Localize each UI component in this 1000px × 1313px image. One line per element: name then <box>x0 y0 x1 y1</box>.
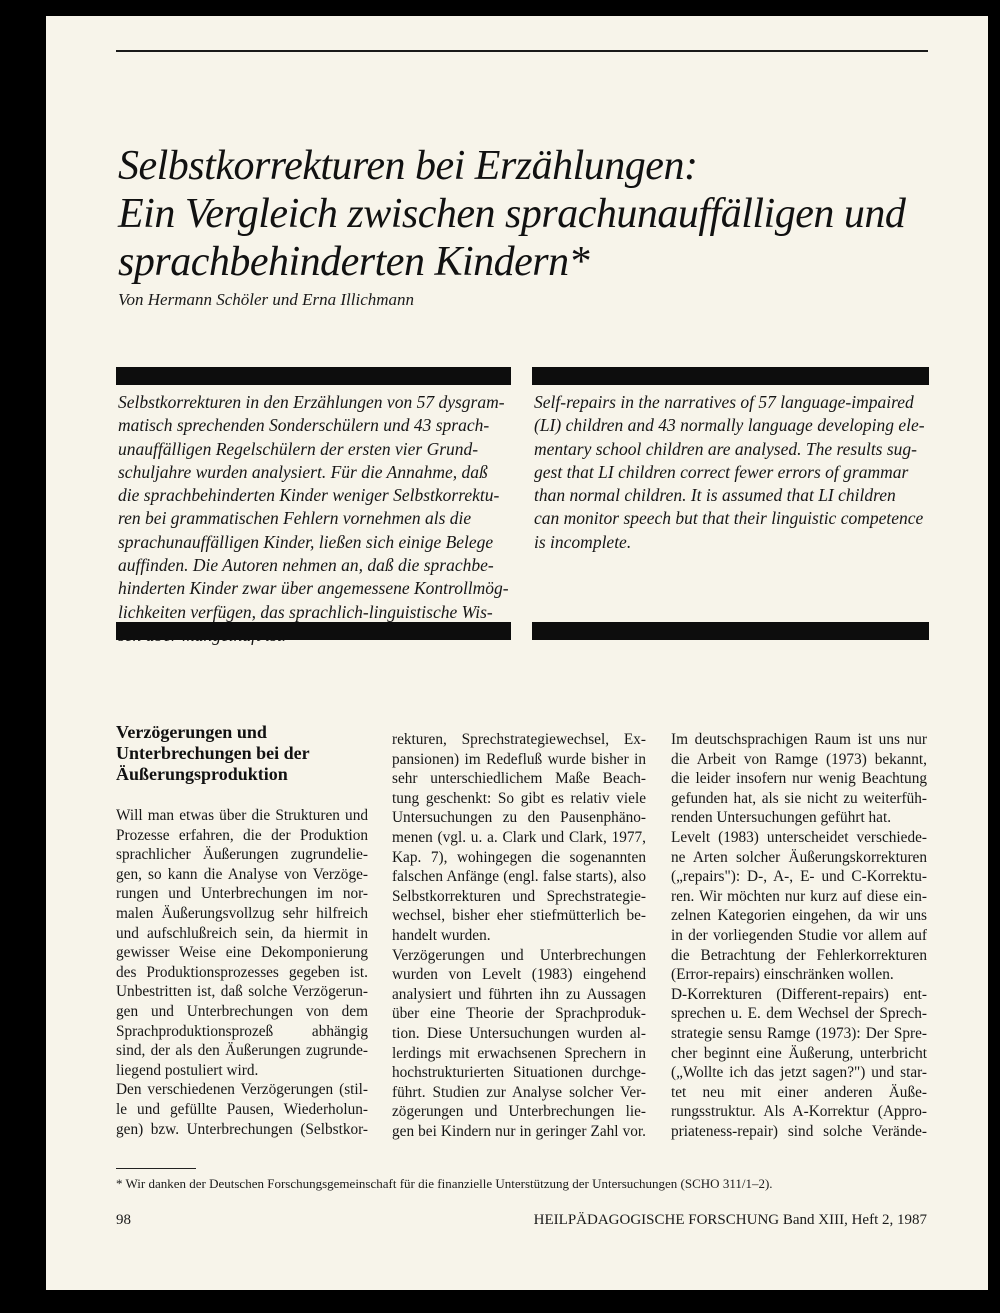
footnote-rule <box>116 1168 196 1169</box>
abstract-english <box>534 391 928 554</box>
body-line: sprachlicher Äußerungen zugrundelie- <box>116 846 368 864</box>
body-line: rungsstruktur. Als A-Korrektur (Appro- <box>671 1103 927 1121</box>
abstract-en-top-bar <box>532 367 929 385</box>
abstract-line: unauffälligen Regelschülern der ersten vier Grund- <box>118 438 479 459</box>
journal-citation: HEILPÄDAGOGISCHE FORSCHUNG Band XIII, Heft 2, 1987 <box>533 1212 927 1228</box>
body-line: D-Korrekturen (Different-repairs) ent- <box>671 985 927 1003</box>
body-line: Im deutschsprachigen Raum ist uns nur <box>671 731 927 748</box>
body-line: die leider insofern nur wenig Beachtung <box>671 770 927 788</box>
abstract-line: ren bei grammatischen Fehlern vornehmen als die <box>118 508 472 529</box>
body-column-3 <box>671 730 927 1141</box>
body-line: rungen und Unterbrechungen im nor- <box>116 885 368 903</box>
header-rule <box>116 50 928 52</box>
abstract-line: schuljahre wurden analysiert. Für die Annahme, daß <box>118 461 488 482</box>
body-line: sprechen u. E. dem Wechsel der Sprech- <box>671 1005 927 1023</box>
body-line: über eine Theorie der Sprachproduk- <box>392 1005 646 1023</box>
body-line: gewisser Weise eine Dekomponierung <box>116 944 368 962</box>
body-line: führt. Studien zur Analyse solcher Ver- <box>392 1083 646 1101</box>
body-line: wurden von Levelt (1983) eingehend <box>392 966 646 984</box>
body-line: tet neu mit einer anderen Äuße- <box>671 1083 927 1101</box>
abstract-line: Self-repairs in the narratives of 57 language-impaired <box>534 392 914 412</box>
body-line: strategie sensu Ramge (1973): Der Spre- <box>671 1024 927 1042</box>
body-line: gefunden hat, als sie nicht zu weiterfüh- <box>671 789 927 807</box>
abstract-en-bottom-bar <box>532 622 929 640</box>
body-line: und aufschlußreich sein, da hiermit in <box>116 924 368 942</box>
body-line: („repairs"): D-, A-, E- und C-Korrektu- <box>671 868 927 886</box>
title-line: Selbstkorrekturen bei Erzählungen: <box>118 143 698 189</box>
page-number: 98 <box>116 1212 131 1228</box>
abstract-german <box>118 391 510 647</box>
body-line: analysiert und führten ihn zu Aussagen <box>392 985 646 1003</box>
abstract-line: hinderten Kinder zwar über angemessene Kontrollmög- <box>118 578 509 599</box>
title-line: sprachbehinderten Kindern* <box>118 239 590 285</box>
abstract-line: mentary school children are analysed. The results sug- <box>534 438 918 459</box>
body-line: sind, der als den Äußerungen zugrunde- <box>116 1042 368 1060</box>
abstract-line: gest that LI children correct fewer errors of grammar <box>534 461 909 482</box>
body-line: le und gefüllte Pausen, Wiederholun- <box>116 1100 368 1118</box>
body-line: die Betrachtung der Fehlerkorrekturen <box>671 946 927 964</box>
article-title <box>118 142 948 286</box>
footnote: * Wir danken der Deutschen Forschungsgemeinschaft für die finanzielle Unterstützung der Untersuchungen (SCHO 311/1–2). <box>116 1176 773 1191</box>
body-line: Levelt (1983) unterscheidet verschiede- <box>671 828 927 846</box>
body-line: lerdings mit erwachsenen Sprechern in <box>392 1044 646 1062</box>
body-line: Den verschiedenen Verzögerungen (stil- <box>116 1081 368 1099</box>
body-line: ne Arten solcher Äußerungskorrekturen <box>671 848 927 866</box>
body-line: gen) bzw. Unterbrechungen (Selbstkor- <box>116 1120 368 1138</box>
body-line: zelnen Kategorien eingehen, da wir uns <box>671 907 927 925</box>
body-line: Verzögerungen und Unterbrechungen <box>392 946 646 964</box>
body-line: gen und Unterbrechungen von dem <box>116 1002 368 1020</box>
abstract-line: is incomplete. <box>534 531 632 552</box>
section-heading-line: Äußerungsproduktion <box>116 764 288 784</box>
abstract-de-top-bar <box>116 367 511 385</box>
body-line: Untersuchungen zu den Pausenphäno- <box>392 809 646 827</box>
body-line: (Error-repairs) einschränken wollen. <box>671 966 894 984</box>
body-line: malen Äußerungsvollzug sehr hilfreich <box>116 904 368 922</box>
body-line: sehr unterschiedlichem Maße Beach- <box>392 770 646 788</box>
body-line: pansionen) im Redefluß wurde bisher in <box>392 750 646 768</box>
abstract-line: than normal children. It is assumed that LI children <box>534 485 896 506</box>
abstract-line: can monitor speech but that their linguistic competence <box>534 508 924 529</box>
body-line: Unbestritten ist, daß solche Verzögerun- <box>116 983 368 1001</box>
body-line: gen bei Kindern nur in geringer Zahl vor. <box>392 1122 646 1140</box>
body-line: handelt wurden. <box>392 926 491 944</box>
body-line: renden Untersuchungen geführt hat. <box>671 809 892 827</box>
section-heading-line: Verzögerungen und <box>116 722 267 742</box>
body-line: die Arbeit von Ramge (1973) bekannt, <box>671 750 927 768</box>
title-line: Ein Vergleich zwischen sprachunauffälligen und <box>118 191 906 237</box>
body-line: rekturen, Sprechstrategiewechsel, Ex- <box>392 731 646 748</box>
abstract-line: auffinden. Die Autoren nehmen an, daß die sprachbe- <box>118 555 494 576</box>
abstract-line: matisch sprechenden Sonderschülern und 43 sprach- <box>118 415 490 436</box>
body-column-1 <box>116 806 368 1139</box>
body-line: in der vorliegenden Studie vor allem auf <box>671 926 927 944</box>
body-line: Kap. 7), wohingegen die sogenannten <box>392 848 646 866</box>
abstract-line: (LI) children and 43 normally language developing ele- <box>534 415 925 436</box>
body-line: Prozesse erfahren, die der Produktion <box>116 826 368 844</box>
body-line: gen, so kann die Analyse von Verzöge- <box>116 865 368 883</box>
body-line: des Produktionsprozesses gegeben ist. <box>116 963 368 981</box>
body-column-2 <box>392 730 646 1141</box>
body-line: falschen Anfänge (engl. false starts), also <box>392 868 646 886</box>
authors: Von Hermann Schöler und Erna Illichmann <box>118 290 415 309</box>
body-line: wechsel, bisher eher stiefmütterlich be- <box>392 907 646 925</box>
body-line: cher beginnt eine Äußerung, unterbricht <box>671 1044 927 1062</box>
body-line: Sprachproduktionsprozeß abhängig <box>116 1022 368 1040</box>
body-line: zögerungen und Unterbrechungen lie- <box>392 1103 646 1121</box>
body-line: hochstrukturierten Situationen durchge- <box>392 1064 646 1082</box>
body-line: Will man etwas über die Strukturen und <box>116 807 368 824</box>
abstract-line: Selbstkorrekturen in den Erzählungen von 57 dysgram- <box>118 392 505 412</box>
body-line: tion. Diese Untersuchungen wurden al- <box>392 1024 646 1042</box>
abstract-line: die sprachbehinderten Kinder weniger Selbstkorrektu- <box>118 485 500 506</box>
body-line: menen (vgl. u. a. Clark und Clark, 1977, <box>392 828 646 846</box>
abstract-de-bottom-bar <box>116 622 511 640</box>
body-line: Selbstkorrekturen und Sprechstrategie- <box>392 887 646 905</box>
abstract-line: lichkeiten verfügen, das sprachlich-linguistische Wis- <box>118 601 493 622</box>
section-heading <box>116 722 310 785</box>
body-line: tung geschenkt: So gibt es relativ viele <box>392 789 646 807</box>
section-heading-line: Unterbrechungen bei der <box>116 743 310 763</box>
body-line: liegend postuliert wird. <box>116 1061 259 1079</box>
body-line: („Wollte ich das jetzt sagen?") und star- <box>671 1064 927 1082</box>
body-line: priateness-repair) sind solche Verände- <box>671 1122 927 1140</box>
abstract-line: sprachunauffälligen Kinder, ließen sich einige Belege <box>118 531 494 552</box>
body-line: ren. Wir möchten nur kurz auf diese ein- <box>671 887 927 905</box>
